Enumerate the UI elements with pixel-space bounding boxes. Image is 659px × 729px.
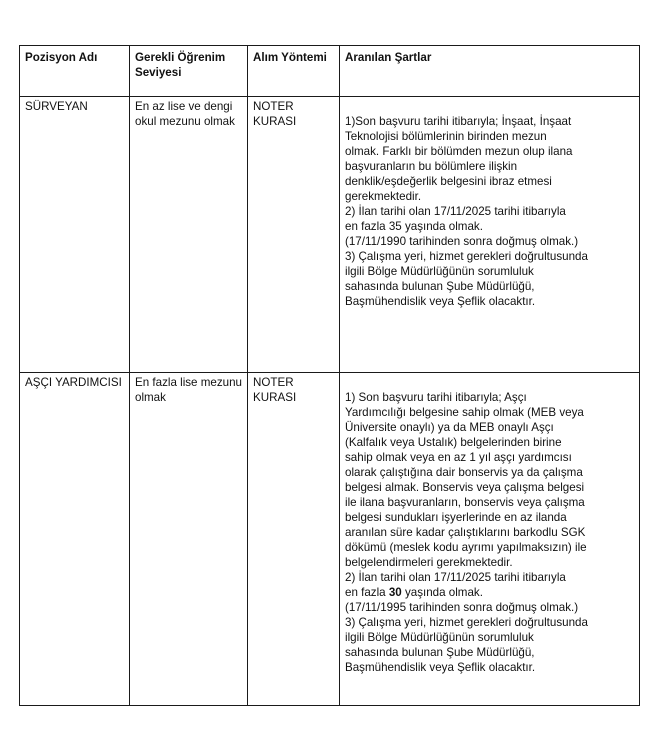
requirement-line: belgesi almak. Bonservis veya çalışma belgesi xyxy=(345,481,585,494)
requirement-line: (17/11/1990 tarihinden sonra doğmuş olmak.) xyxy=(345,235,579,248)
requirement-line: olmak. Farklı bir bölümden mezun olup ilana xyxy=(345,145,573,158)
positions-table xyxy=(19,45,640,706)
requirement-line: Yardımcılığı belgesine sahip olmak (MEB veya xyxy=(345,406,584,419)
header-position: Pozisyon Adı xyxy=(20,46,130,97)
requirement-line: ile ilana başvuranların, bonservis veya çalışma xyxy=(345,496,585,509)
requirements-cell xyxy=(340,373,640,706)
method-cell xyxy=(248,373,340,706)
header-requirements: Aranılan Şartlar xyxy=(340,46,640,97)
requirement-line: 1) Son başvuru tarihi itibarıyla; Aşçı xyxy=(345,391,527,404)
requirement-line: 1)Son başvuru tarihi itibarıyla; İnşaat, İnşaat xyxy=(345,115,572,128)
requirement-line: 2) İlan tarihi olan 17/11/2025 tarihi itibarıyla xyxy=(345,205,566,218)
age-prefix: en fazla xyxy=(345,586,389,599)
position-name: SÜRVEYAN xyxy=(25,100,88,113)
requirement-line: (17/11/1995 tarihinden sonra doğmuş olmak.) xyxy=(345,601,579,614)
requirement-line: Üniversite onaylı) ya da MEB onaylı Aşçı xyxy=(345,421,554,434)
requirement-line: ilgili Bölge Müdürlüğünün sorumluluk xyxy=(345,265,534,278)
requirements-text xyxy=(345,99,635,309)
education-cell xyxy=(130,97,248,373)
education-cell xyxy=(130,373,248,706)
requirement-line: 3) Çalışma yeri, hizmet gerekleri doğrultusunda xyxy=(345,250,588,263)
method-text: NOTER KURASI xyxy=(253,100,297,128)
requirement-line: (Kalfalık veya Ustalık) belgelerinden birine xyxy=(345,436,562,449)
requirement-line: sahasında bulunan Şube Müdürlüğü, xyxy=(345,646,535,659)
age-suffix: yaşında olmak. xyxy=(401,586,483,599)
header-method: Alım Yöntemi xyxy=(248,46,340,97)
requirement-line: başvuranların bu bölümlere ilişkin xyxy=(345,160,518,173)
education-text: En fazla lise mezunu olmak xyxy=(135,376,242,404)
requirement-line: belgesi sundukları işyerlerinde en az ilanda xyxy=(345,511,567,524)
table-row xyxy=(20,97,640,373)
requirement-line: 3) Çalışma yeri, hizmet gerekleri doğrultusunda xyxy=(345,616,588,629)
requirement-line: dökümü (meslek kodu ayrımı yapılmaksızın) ile xyxy=(345,541,587,554)
requirement-line-age xyxy=(345,585,633,600)
requirement-line: Başmühendislik veya Şeflik olacaktır. xyxy=(345,661,536,674)
requirement-line: ilgili Bölge Müdürlüğünün sorumluluk xyxy=(345,631,534,644)
education-text: En az lise ve dengi okul mezunu olmak xyxy=(135,100,235,128)
requirement-line: sahip olmak veya en az 1 yıl aşçı yardımcısı xyxy=(345,451,572,464)
requirement-line: aranılan süre kadar çalıştıklarını barkodlu SGK xyxy=(345,526,586,539)
requirement-line: en fazla 35 yaşında olmak. xyxy=(345,220,483,233)
age-value: 30 xyxy=(388,586,402,599)
position-cell xyxy=(20,97,130,373)
requirement-line: belgelendirmeleri gerekmektedir. xyxy=(345,556,513,569)
table-header-row xyxy=(20,46,640,97)
position-name: AŞÇI YARDIMCISI xyxy=(25,376,122,389)
requirement-line: olarak çalıştığına dair bonservis ya da çalışma xyxy=(345,466,583,479)
requirements-text xyxy=(345,375,635,675)
method-cell xyxy=(248,97,340,373)
table-row xyxy=(20,373,640,706)
requirement-line: Teknolojisi bölümlerinin birinden mezun xyxy=(345,130,547,143)
requirements-cell xyxy=(340,97,640,373)
requirement-line: denklik/eşdeğerlik belgesini ibraz etmesi xyxy=(345,175,552,188)
requirement-line: Başmühendislik veya Şeflik olacaktır. xyxy=(345,295,536,308)
requirement-line: gerekmektedir. xyxy=(345,190,422,203)
header-education: Gerekli Öğrenim Seviyesi xyxy=(130,46,248,97)
requirement-line: 2) İlan tarihi olan 17/11/2025 tarihi itibarıyla xyxy=(345,571,566,584)
position-cell xyxy=(20,373,130,706)
requirement-line: sahasında bulunan Şube Müdürlüğü, xyxy=(345,280,535,293)
method-text: NOTER KURASI xyxy=(253,376,297,404)
